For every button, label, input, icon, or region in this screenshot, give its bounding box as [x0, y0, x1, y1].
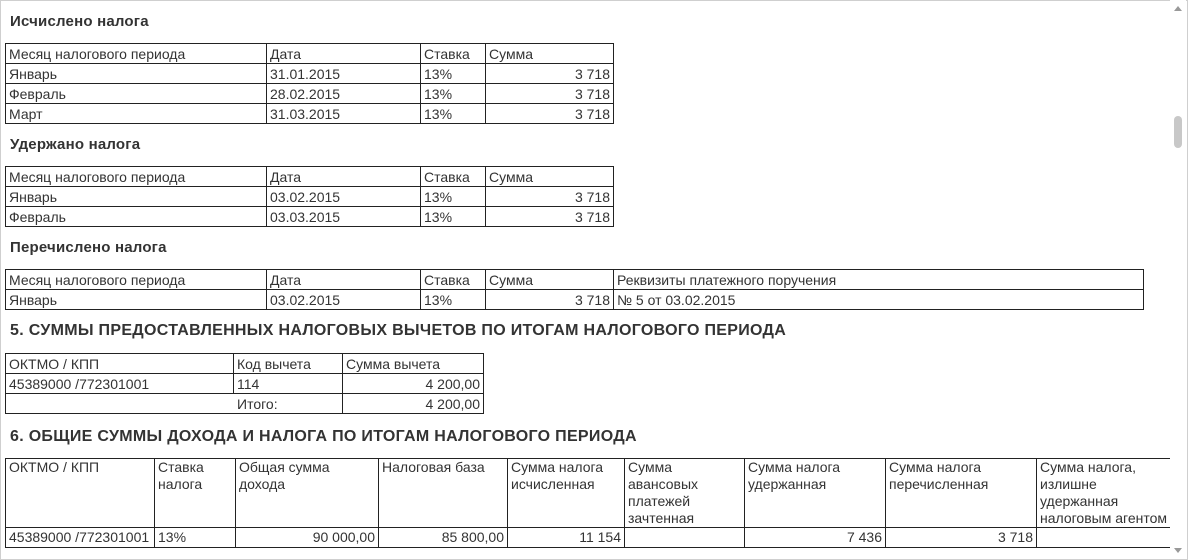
cell-month: Февраль	[6, 84, 267, 104]
table-header-row	[6, 44, 614, 64]
header-sum: Сумма	[486, 167, 614, 187]
header-sum: Сумма	[486, 270, 614, 290]
header-tax-transferred: Сумма налога перечисленная	[886, 459, 1037, 528]
table-row	[6, 84, 614, 104]
scrollbar-thumb[interactable]	[1174, 116, 1182, 148]
cell-rate: 13%	[421, 290, 486, 310]
cell-date: 03.03.2015	[267, 207, 421, 227]
cell-deduction-code: 114	[234, 374, 343, 394]
withheld-tax-table	[5, 166, 614, 227]
cell-date: 03.02.2015	[267, 290, 421, 310]
cell-date: 31.01.2015	[267, 64, 421, 84]
cell-sum: 3 718	[486, 84, 614, 104]
cell-payment-order: № 5 от 03.02.2015	[614, 290, 1144, 310]
scroll-down-icon[interactable]	[1174, 548, 1182, 553]
transferred-tax-table	[5, 269, 1144, 310]
header-month: Месяц налогового периода	[6, 44, 267, 64]
header-oktmo: ОКТМО / КПП	[6, 354, 234, 374]
total-label: Итого:	[234, 394, 343, 414]
cell-sum: 3 718	[486, 207, 614, 227]
cell-month: Январь	[6, 187, 267, 207]
total-row	[6, 394, 484, 414]
header-deduction-sum: Сумма вычета	[343, 354, 484, 374]
section5-title: 5. СУММЫ ПРЕДОСТАВЛЕННЫХ НАЛОГОВЫХ ВЫЧЕТОВ ПО ИТОГАМ НАЛОГОВОГО ПЕРИОДА	[10, 322, 787, 339]
section-withheld-title: Удержано налога	[10, 136, 141, 153]
cell-oktmo: 45389000 /772301001	[6, 528, 155, 548]
header-month: Месяц налогового периода	[6, 270, 267, 290]
cell-rate: 13%	[421, 187, 486, 207]
calculated-tax-table	[5, 43, 614, 124]
scroll-up-icon[interactable]	[1174, 6, 1182, 11]
table-row	[6, 290, 1144, 310]
header-payment-order: Реквизиты платежного поручения	[614, 270, 1144, 290]
cell-date: 03.02.2015	[267, 187, 421, 207]
header-deduction-code: Код вычета	[234, 354, 343, 374]
header-date: Дата	[267, 167, 421, 187]
cell-sum: 3 718	[486, 290, 614, 310]
table-header-row	[6, 270, 1144, 290]
cell-rate: 13%	[421, 207, 486, 227]
header-tax-overwithheld: Сумма налога, излишне удержанная налоговым агентом	[1037, 459, 1178, 528]
cell-month: Март	[6, 104, 267, 124]
cell-deduction-sum: 4 200,00	[343, 374, 484, 394]
total-value: 4 200,00	[343, 394, 484, 414]
vertical-scrollbar[interactable]	[1170, 0, 1186, 558]
header-advance-payments: Сумма авансовых платежей зачтенная	[625, 459, 745, 528]
header-date: Дата	[267, 44, 421, 64]
cell-empty	[6, 394, 234, 414]
totals-table	[5, 458, 1178, 548]
cell-rate: 13%	[421, 84, 486, 104]
header-month: Месяц налогового периода	[6, 167, 267, 187]
table-row	[6, 64, 614, 84]
header-rate: Ставка	[421, 167, 486, 187]
table-row	[6, 207, 614, 227]
table-header-row	[6, 459, 1178, 528]
header-tax-withheld: Сумма налога удержанная	[745, 459, 886, 528]
cell-sum: 3 718	[486, 64, 614, 84]
cell-rate: 13%	[421, 64, 486, 84]
cell-rate: 13%	[421, 104, 486, 124]
cell-tax-transferred: 3 718	[886, 528, 1037, 548]
cell-total-income: 90 000,00	[236, 528, 379, 548]
table-header-row	[6, 354, 484, 374]
header-rate: Ставка	[421, 270, 486, 290]
cell-oktmo: 45389000 /772301001	[6, 374, 234, 394]
deductions-table	[5, 353, 484, 414]
cell-tax-base: 85 800,00	[379, 528, 508, 548]
cell-tax-withheld: 7 436	[745, 528, 886, 548]
cell-tax-overwithheld	[1037, 528, 1178, 548]
table-row	[6, 528, 1178, 548]
table-row	[6, 104, 614, 124]
cell-date: 28.02.2015	[267, 84, 421, 104]
cell-sum: 3 718	[486, 187, 614, 207]
table-row	[6, 374, 484, 394]
cell-advance-payments	[625, 528, 745, 548]
header-tax-calculated: Сумма налога исчисленная	[508, 459, 625, 528]
section-transferred-title: Перечислено налога	[10, 239, 167, 256]
section-calculated-title: Исчислено налога	[10, 13, 149, 30]
table-row	[6, 187, 614, 207]
cell-month: Январь	[6, 64, 267, 84]
cell-sum: 3 718	[486, 104, 614, 124]
header-oktmo: ОКТМО / КПП	[6, 459, 155, 528]
cell-month: Февраль	[6, 207, 267, 227]
header-tax-base: Налоговая база	[379, 459, 508, 528]
cell-tax-calculated: 11 154	[508, 528, 625, 548]
header-date: Дата	[267, 270, 421, 290]
cell-tax-rate: 13%	[155, 528, 236, 548]
header-sum: Сумма	[486, 44, 614, 64]
cell-month: Январь	[6, 290, 267, 310]
header-tax-rate: Ставка налога	[155, 459, 236, 528]
cell-date: 31.03.2015	[267, 104, 421, 124]
header-rate: Ставка	[421, 44, 486, 64]
table-header-row	[6, 167, 614, 187]
header-total-income: Общая сумма дохода	[236, 459, 379, 528]
section6-title: 6. ОБЩИЕ СУММЫ ДОХОДА И НАЛОГА ПО ИТОГАМ НАЛОГОВОГО ПЕРИОДА	[10, 428, 637, 445]
